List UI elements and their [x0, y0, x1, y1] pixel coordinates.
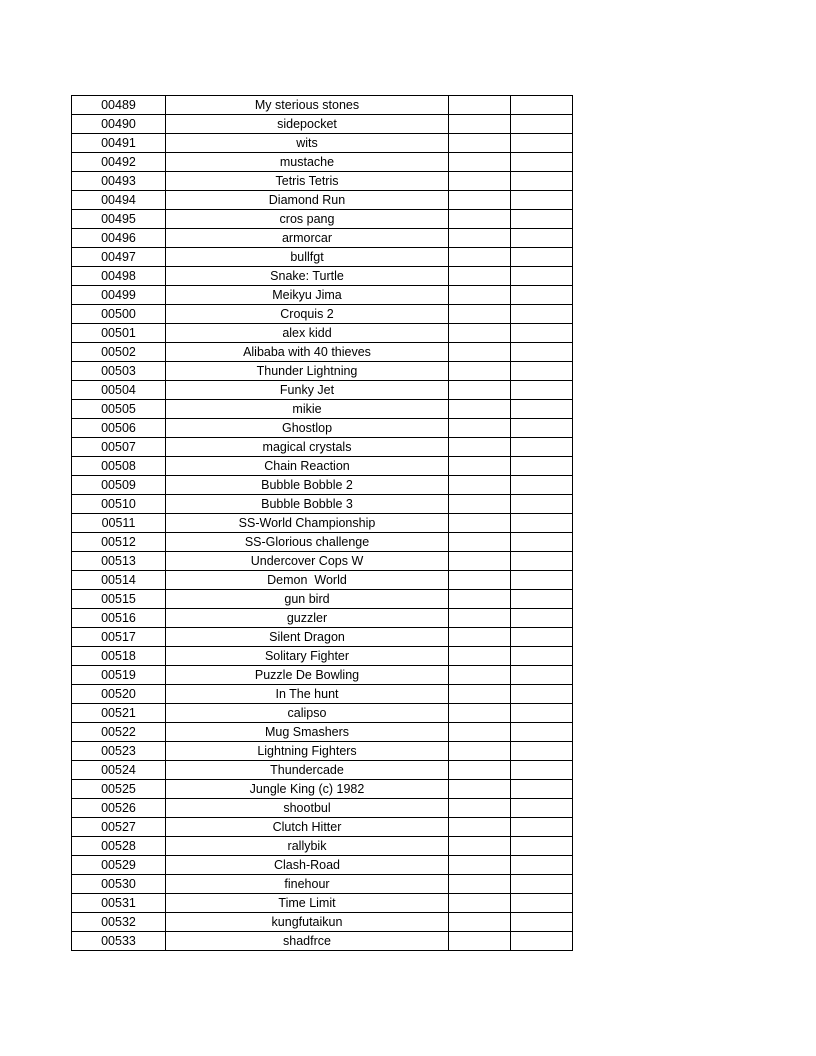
game-name-cell: Jungle King (c) 1982 — [166, 780, 449, 799]
game-name-cell: Silent Dragon — [166, 628, 449, 647]
empty-cell — [449, 305, 511, 324]
empty-cell — [449, 381, 511, 400]
table-row — [72, 286, 573, 305]
empty-cell — [449, 647, 511, 666]
table-row — [72, 894, 573, 913]
game-name-cell: guzzler — [166, 609, 449, 628]
table-row — [72, 438, 573, 457]
table-row — [72, 932, 573, 951]
table-row — [72, 761, 573, 780]
empty-cell — [449, 818, 511, 837]
game-name-cell: Mug Smashers — [166, 723, 449, 742]
empty-cell — [511, 305, 573, 324]
empty-cell — [511, 343, 573, 362]
table-row — [72, 229, 573, 248]
empty-cell — [449, 457, 511, 476]
table-row — [72, 552, 573, 571]
game-id-cell: 00517 — [72, 628, 166, 647]
table-row — [72, 704, 573, 723]
table-row — [72, 913, 573, 932]
table-row — [72, 514, 573, 533]
empty-cell — [449, 856, 511, 875]
empty-cell — [511, 533, 573, 552]
empty-cell — [449, 324, 511, 343]
empty-cell — [511, 723, 573, 742]
empty-cell — [449, 590, 511, 609]
table-row — [72, 609, 573, 628]
table-row — [72, 647, 573, 666]
game-name-cell: mikie — [166, 400, 449, 419]
game-name-cell: Time Limit — [166, 894, 449, 913]
empty-cell — [449, 134, 511, 153]
game-id-cell: 00527 — [72, 818, 166, 837]
empty-cell — [511, 894, 573, 913]
game-id-cell: 00520 — [72, 685, 166, 704]
table-row — [72, 362, 573, 381]
game-name-cell: Diamond Run — [166, 191, 449, 210]
empty-cell — [449, 153, 511, 172]
empty-cell — [511, 286, 573, 305]
empty-cell — [449, 552, 511, 571]
empty-cell — [511, 875, 573, 894]
table-row — [72, 875, 573, 894]
game-id-cell: 00531 — [72, 894, 166, 913]
table-row — [72, 172, 573, 191]
table-row — [72, 571, 573, 590]
empty-cell — [511, 419, 573, 438]
empty-cell — [511, 571, 573, 590]
game-name-cell: wits — [166, 134, 449, 153]
game-name-cell: sidepocket — [166, 115, 449, 134]
game-name-cell: Meikyu Jima — [166, 286, 449, 305]
table-row — [72, 457, 573, 476]
game-id-cell: 00513 — [72, 552, 166, 571]
empty-cell — [449, 286, 511, 305]
table-row — [72, 96, 573, 115]
game-name-cell: mustache — [166, 153, 449, 172]
table-row — [72, 381, 573, 400]
empty-cell — [511, 913, 573, 932]
empty-cell — [511, 115, 573, 134]
game-name-cell: In The hunt — [166, 685, 449, 704]
game-id-cell: 00525 — [72, 780, 166, 799]
game-name-cell: finehour — [166, 875, 449, 894]
game-name-cell: Bubble Bobble 3 — [166, 495, 449, 514]
empty-cell — [449, 248, 511, 267]
empty-cell — [511, 210, 573, 229]
empty-cell — [511, 628, 573, 647]
game-id-cell: 00528 — [72, 837, 166, 856]
empty-cell — [511, 96, 573, 115]
game-id-cell: 00511 — [72, 514, 166, 533]
game-name-cell: calipso — [166, 704, 449, 723]
game-name-cell: Chain Reaction — [166, 457, 449, 476]
empty-cell — [511, 172, 573, 191]
game-name-cell: Puzzle De Bowling — [166, 666, 449, 685]
game-id-cell: 00501 — [72, 324, 166, 343]
game-name-cell: SS-Glorious challenge — [166, 533, 449, 552]
table-row — [72, 495, 573, 514]
empty-cell — [449, 419, 511, 438]
game-id-cell: 00504 — [72, 381, 166, 400]
empty-cell — [511, 609, 573, 628]
table-row — [72, 837, 573, 856]
empty-cell — [511, 761, 573, 780]
table-row — [72, 818, 573, 837]
game-id-cell: 00533 — [72, 932, 166, 951]
empty-cell — [511, 381, 573, 400]
game-name-cell: alex kidd — [166, 324, 449, 343]
game-id-cell: 00532 — [72, 913, 166, 932]
empty-cell — [449, 96, 511, 115]
empty-cell — [449, 780, 511, 799]
game-id-cell: 00495 — [72, 210, 166, 229]
game-id-cell: 00499 — [72, 286, 166, 305]
empty-cell — [511, 799, 573, 818]
table-row — [72, 856, 573, 875]
empty-cell — [511, 666, 573, 685]
empty-cell — [511, 229, 573, 248]
game-name-cell: shootbul — [166, 799, 449, 818]
game-id-cell: 00524 — [72, 761, 166, 780]
empty-cell — [449, 666, 511, 685]
game-id-cell: 00502 — [72, 343, 166, 362]
empty-cell — [511, 514, 573, 533]
game-name-cell: Bubble Bobble 2 — [166, 476, 449, 495]
table-row — [72, 343, 573, 362]
game-id-cell: 00509 — [72, 476, 166, 495]
empty-cell — [449, 799, 511, 818]
game-name-cell: bullfgt — [166, 248, 449, 267]
empty-cell — [511, 685, 573, 704]
empty-cell — [511, 134, 573, 153]
game-name-cell: Croquis 2 — [166, 305, 449, 324]
empty-cell — [449, 267, 511, 286]
game-id-cell: 00515 — [72, 590, 166, 609]
table-row — [72, 666, 573, 685]
empty-cell — [511, 476, 573, 495]
table-row — [72, 780, 573, 799]
table-row — [72, 533, 573, 552]
empty-cell — [511, 837, 573, 856]
game-id-cell: 00491 — [72, 134, 166, 153]
empty-cell — [449, 685, 511, 704]
game-id-cell: 00493 — [72, 172, 166, 191]
table-row — [72, 400, 573, 419]
game-id-cell: 00498 — [72, 267, 166, 286]
empty-cell — [449, 438, 511, 457]
empty-cell — [449, 362, 511, 381]
game-id-cell: 00508 — [72, 457, 166, 476]
game-id-cell: 00530 — [72, 875, 166, 894]
empty-cell — [449, 761, 511, 780]
game-name-cell: SS-World Championship — [166, 514, 449, 533]
empty-cell — [449, 628, 511, 647]
table-row — [72, 742, 573, 761]
game-name-cell: Thundercade — [166, 761, 449, 780]
empty-cell — [449, 514, 511, 533]
empty-cell — [511, 400, 573, 419]
game-id-cell: 00497 — [72, 248, 166, 267]
game-name-cell: Clutch Hitter — [166, 818, 449, 837]
game-name-cell: armorcar — [166, 229, 449, 248]
game-id-cell: 00506 — [72, 419, 166, 438]
game-name-cell: gun bird — [166, 590, 449, 609]
empty-cell — [449, 894, 511, 913]
empty-cell — [449, 476, 511, 495]
game-id-cell: 00519 — [72, 666, 166, 685]
empty-cell — [449, 742, 511, 761]
game-name-cell: Demon World — [166, 571, 449, 590]
table-row — [72, 191, 573, 210]
empty-cell — [449, 704, 511, 723]
table-row — [72, 419, 573, 438]
game-id-cell: 00489 — [72, 96, 166, 115]
empty-cell — [511, 818, 573, 837]
empty-cell — [511, 153, 573, 172]
empty-cell — [511, 647, 573, 666]
game-name-cell: Funky Jet — [166, 381, 449, 400]
empty-cell — [449, 875, 511, 894]
empty-cell — [511, 457, 573, 476]
table-row — [72, 153, 573, 172]
table-row — [72, 210, 573, 229]
empty-cell — [511, 495, 573, 514]
empty-cell — [449, 191, 511, 210]
empty-cell — [511, 362, 573, 381]
empty-cell — [449, 210, 511, 229]
game-id-cell: 00507 — [72, 438, 166, 457]
game-id-cell: 00523 — [72, 742, 166, 761]
game-id-cell: 00510 — [72, 495, 166, 514]
game-list-table — [71, 95, 573, 951]
empty-cell — [449, 229, 511, 248]
game-name-cell: Undercover Cops W — [166, 552, 449, 571]
empty-cell — [511, 856, 573, 875]
table-row — [72, 799, 573, 818]
game-name-cell: magical crystals — [166, 438, 449, 457]
game-name-cell: cros pang — [166, 210, 449, 229]
table-row — [72, 305, 573, 324]
table-row — [72, 628, 573, 647]
empty-cell — [449, 913, 511, 932]
table-row — [72, 134, 573, 153]
table-row — [72, 267, 573, 286]
game-id-cell: 00518 — [72, 647, 166, 666]
empty-cell — [511, 932, 573, 951]
game-id-cell: 00512 — [72, 533, 166, 552]
table-row — [72, 324, 573, 343]
table-row — [72, 723, 573, 742]
game-name-cell: Alibaba with 40 thieves — [166, 343, 449, 362]
game-name-cell: Thunder Lightning — [166, 362, 449, 381]
game-name-cell: Ghostlop — [166, 419, 449, 438]
empty-cell — [449, 723, 511, 742]
game-list-body — [72, 96, 573, 951]
game-id-cell: 00492 — [72, 153, 166, 172]
game-id-cell: 00521 — [72, 704, 166, 723]
game-name-cell: Tetris Tetris — [166, 172, 449, 191]
empty-cell — [511, 704, 573, 723]
empty-cell — [511, 191, 573, 210]
empty-cell — [511, 742, 573, 761]
empty-cell — [511, 438, 573, 457]
empty-cell — [449, 571, 511, 590]
table-row — [72, 685, 573, 704]
game-name-cell: Snake: Turtle — [166, 267, 449, 286]
game-name-cell: Solitary Fighter — [166, 647, 449, 666]
empty-cell — [511, 552, 573, 571]
game-id-cell: 00529 — [72, 856, 166, 875]
game-id-cell: 00522 — [72, 723, 166, 742]
empty-cell — [449, 495, 511, 514]
empty-cell — [511, 780, 573, 799]
game-name-cell: rallybik — [166, 837, 449, 856]
game-id-cell: 00490 — [72, 115, 166, 134]
game-id-cell: 00505 — [72, 400, 166, 419]
empty-cell — [449, 533, 511, 552]
empty-cell — [449, 837, 511, 856]
table-row — [72, 590, 573, 609]
game-id-cell: 00496 — [72, 229, 166, 248]
empty-cell — [511, 248, 573, 267]
game-id-cell: 00516 — [72, 609, 166, 628]
empty-cell — [449, 115, 511, 134]
empty-cell — [511, 590, 573, 609]
empty-cell — [449, 343, 511, 362]
game-name-cell: Clash-Road — [166, 856, 449, 875]
game-id-cell: 00526 — [72, 799, 166, 818]
game-id-cell: 00494 — [72, 191, 166, 210]
table-row — [72, 476, 573, 495]
game-name-cell: Lightning Fighters — [166, 742, 449, 761]
empty-cell — [449, 609, 511, 628]
game-id-cell: 00500 — [72, 305, 166, 324]
game-name-cell: kungfutaikun — [166, 913, 449, 932]
table-row — [72, 248, 573, 267]
game-id-cell: 00503 — [72, 362, 166, 381]
empty-cell — [511, 267, 573, 286]
empty-cell — [449, 400, 511, 419]
game-name-cell: My sterious stones — [166, 96, 449, 115]
game-id-cell: 00514 — [72, 571, 166, 590]
empty-cell — [511, 324, 573, 343]
table-row — [72, 115, 573, 134]
empty-cell — [449, 172, 511, 191]
game-name-cell: shadfrce — [166, 932, 449, 951]
empty-cell — [449, 932, 511, 951]
